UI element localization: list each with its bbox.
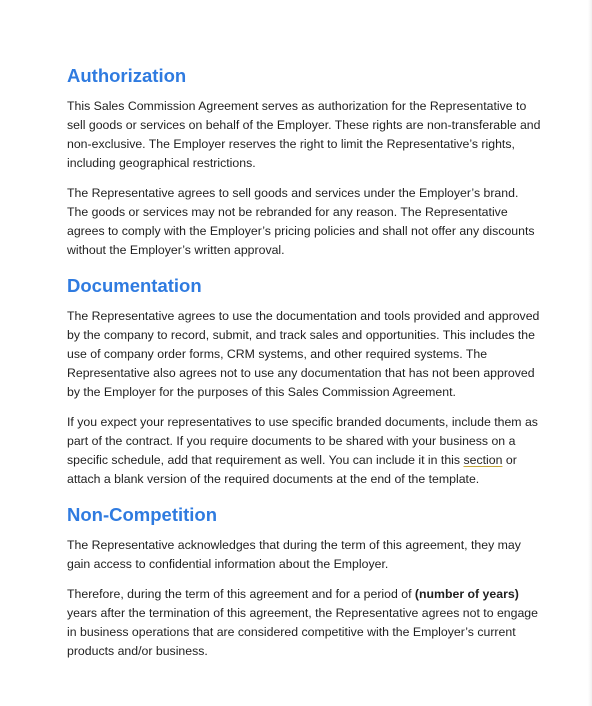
section-heading-authorization: Authorization	[67, 65, 187, 86]
paragraph-text: Therefore, during the term of this agreement and for a period of	[67, 587, 415, 601]
paragraph	[67, 413, 541, 489]
paragraph-text: years after the termination of this agreement, the Representative agrees not to engage in business operations that are considered competitive with the Employer’s current products and/or business.	[67, 606, 538, 658]
placeholder-number-of-years: (number of years)	[414, 587, 519, 601]
section-heading-documentation: Documentation	[67, 275, 202, 296]
paragraph	[67, 585, 541, 661]
document-page	[67, 64, 541, 672]
paragraph: The Representative acknowledges that during the term of this agreement, they may gain access to confidential information about the Employer.	[67, 538, 521, 571]
page-edge-shadow	[588, 0, 592, 706]
section-authorization	[67, 64, 541, 260]
section-heading-non-competition: Non-Competition	[67, 504, 218, 525]
section-documentation	[67, 274, 541, 489]
paragraph: The Representative agrees to use the documentation and tools provided and approved by the company to record, submit, and track sales and opportunities. This includes the use of company order forms, CRM systems, and other required systems. The Representative also agrees not to use any documentation that has not been approved by the Employer for the purposes of this Sales Commission Agreement.	[67, 309, 540, 399]
section-link[interactable]: section	[463, 453, 503, 467]
section-non-competition	[67, 503, 541, 661]
paragraph: The Representative agrees to sell goods and services under the Employer’s brand. The goods or services may not be rebranded for any reason. The Representative agrees to comply with the Employer’s pricing policies and shall not offer any discounts without the Employer’s written approval.	[67, 186, 535, 257]
paragraph-text: If you expect your representatives to use specific branded documents, include them as part of the contract. If you require documents to be shared with your business on a specific schedule, add that requirement as well. You can include it in this	[67, 415, 538, 467]
paragraph: This Sales Commission Agreement serves as authorization for the Representative to sell goods or services on behalf of the Employer. These rights are non-transferable and non-exclusive. The Employer reserves the right to limit the Representative’s rights, including geographical restrictions.	[67, 99, 541, 170]
paragraph-text: or attach a blank version of the required documents at the end of the template.	[67, 453, 517, 486]
